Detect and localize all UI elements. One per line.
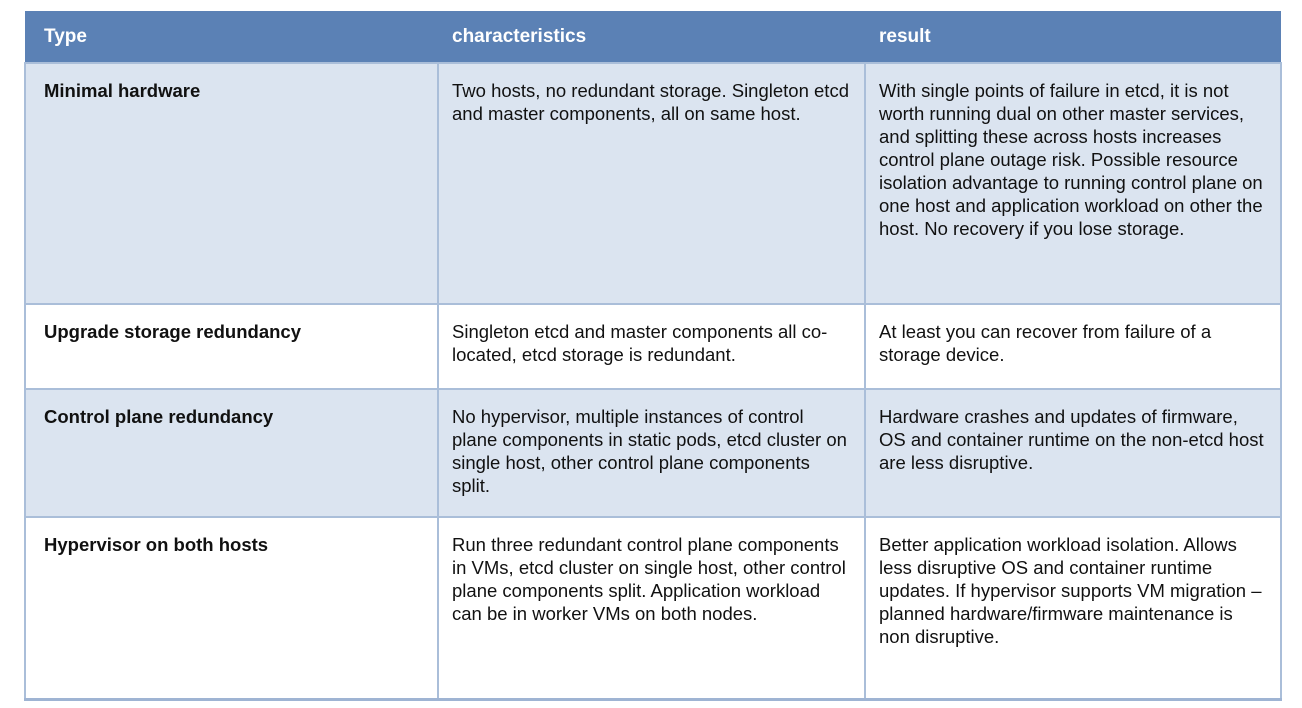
cell-characteristics: Run three redundant control plane components in VMs, etcd cluster on single host, other control plane components split. Application workload can be in worker VMs on both nodes. <box>438 517 865 699</box>
cell-characteristics: Two hosts, no redundant storage. Singleton etcd and master components, all on same host. <box>438 63 865 304</box>
column-header-result: result <box>865 11 1281 63</box>
cell-result: With single points of failure in etcd, it is not worth running dual on other master services, and splitting these across hosts increases control plane outage risk. Possible resource isolation advantage to running control plane on one host and application workload on other the host. No recovery if you lose storage. <box>865 63 1281 304</box>
table-row-minimal-hardware <box>25 63 1281 304</box>
table-row-control-plane-redundancy <box>25 389 1281 517</box>
cell-type: Upgrade storage redundancy <box>25 304 438 389</box>
cell-type: Minimal hardware <box>25 63 438 304</box>
table-header <box>25 11 1281 63</box>
cell-result: Better application workload isolation. Allows less disruptive OS and container runtime updates. If hypervisor supports VM migration – planned hardware/firmware maintenance is non disruptive. <box>865 517 1281 699</box>
cluster-options-comparison-table <box>24 11 1282 701</box>
cell-characteristics: No hypervisor, multiple instances of control plane components in static pods, etcd cluster on single host, other control plane components split. <box>438 389 865 517</box>
column-header-characteristics: characteristics <box>438 11 865 63</box>
cell-type: Hypervisor on both hosts <box>25 517 438 699</box>
cell-result: At least you can recover from failure of a storage device. <box>865 304 1281 389</box>
table-row-upgrade-storage-redundancy <box>25 304 1281 389</box>
column-header-type: Type <box>25 11 438 63</box>
cell-type: Control plane redundancy <box>25 389 438 517</box>
cell-result: Hardware crashes and updates of firmware, OS and container runtime on the non-etcd host are less disruptive. <box>865 389 1281 517</box>
table-body <box>25 63 1281 699</box>
table-row-hypervisor-on-both-hosts <box>25 517 1281 699</box>
cell-characteristics: Singleton etcd and master components all co-located, etcd storage is redundant. <box>438 304 865 389</box>
header-row <box>25 11 1281 63</box>
